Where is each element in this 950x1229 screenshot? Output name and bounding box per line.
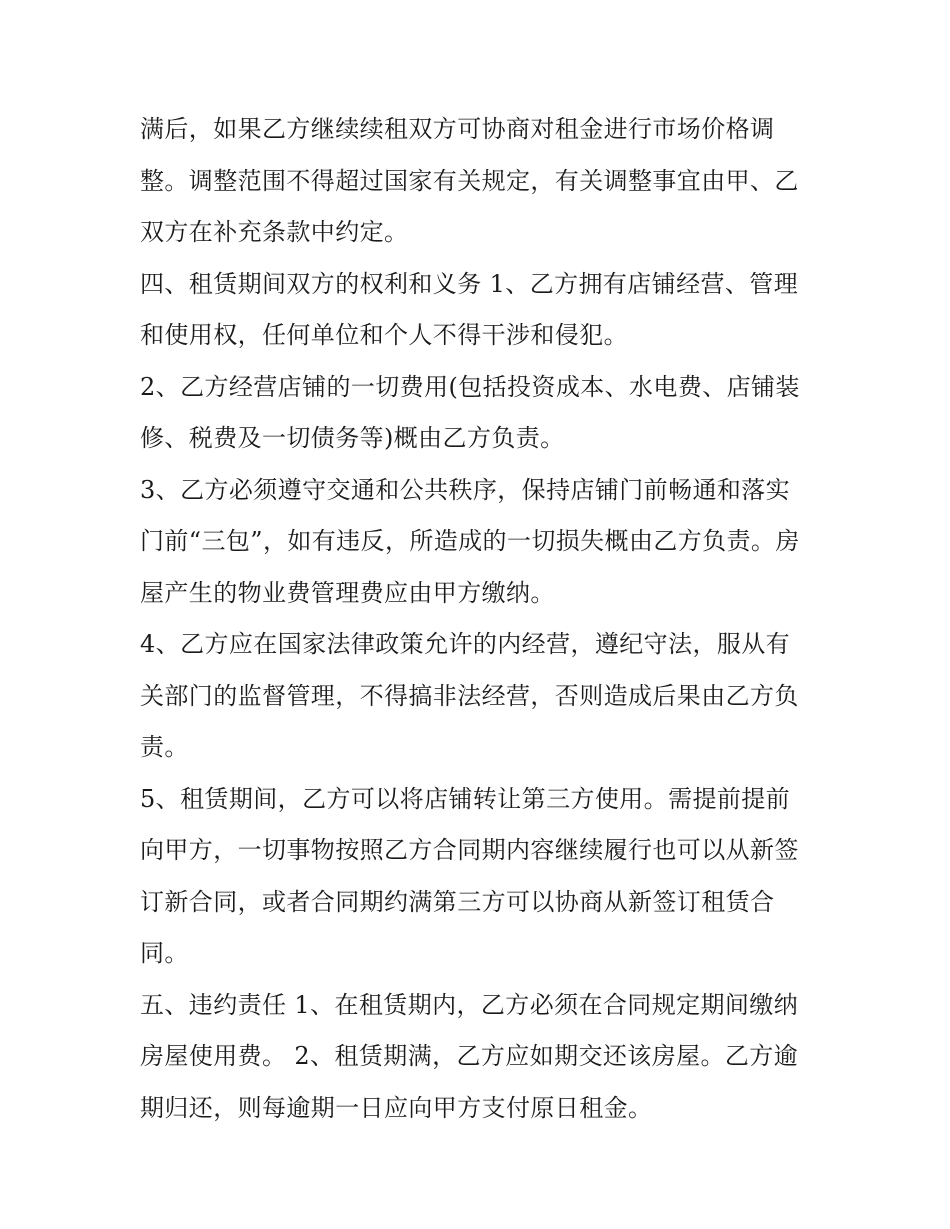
text-line: 5、租赁期间，乙方可以将店铺转让第三方使用。需提前提前 xyxy=(140,784,791,813)
text-line: 4、乙方应在国家法律政策允许的内经营，遵纪守法，服从有 xyxy=(140,630,791,658)
text-line: 五、违约责任 1、在租赁期内，乙方必须在合同规定期间缴纳 xyxy=(140,990,799,1019)
text-line: 2、乙方经营店铺的一切费用(包括投资成本、水电费、店铺装 xyxy=(140,372,800,401)
text-line: 双方在补充条款中约定。 xyxy=(140,218,409,246)
text-line: 修、税费及一切债务等)概由乙方负责。 xyxy=(140,424,565,452)
text-line: 责。 xyxy=(140,733,189,761)
text-line: 关部门的监督管理，不得搞非法经营，否则造成后果由乙方负 xyxy=(140,681,799,710)
text-line: 订新合同，或者合同期约满第三方可以协商从新签订租赁合 xyxy=(140,887,775,916)
text-line: 屋产生的物业费管理费应由甲方缴纳。 xyxy=(140,578,555,607)
text-line: 四、租赁期间双方的权利和义务 1、乙方拥有店铺经营、管理 xyxy=(140,269,799,298)
text-line: 3、乙方必须遵守交通和公共秩序，保持店铺门前畅通和落实 xyxy=(140,475,791,504)
text-line: 房屋使用费。 2、租赁期满，乙方应如期交还该房屋。乙方逾 xyxy=(140,1042,799,1070)
text-line: 满后，如果乙方继续续租双方可协商对租金进行市场价格调 xyxy=(140,115,775,143)
text-line: 门前“三包”，如有违反，所造成的一切损失概由乙方负责。房 xyxy=(140,527,800,555)
document-body xyxy=(140,104,820,1134)
text-line: 期归还，则每逾期一日应向甲方支付原日租金。 xyxy=(140,1093,653,1122)
text-line: 同。 xyxy=(140,939,189,967)
text-line: 整。调整范围不得超过国家有关规定，有关调整事宜由甲、乙 xyxy=(140,166,799,195)
text-line: 向甲方，一切事物按照乙方合同期内容继续履行也可以从新签 xyxy=(140,836,799,864)
text-line: 和使用权，任何单位和个人不得干涉和侵犯。 xyxy=(140,321,628,349)
